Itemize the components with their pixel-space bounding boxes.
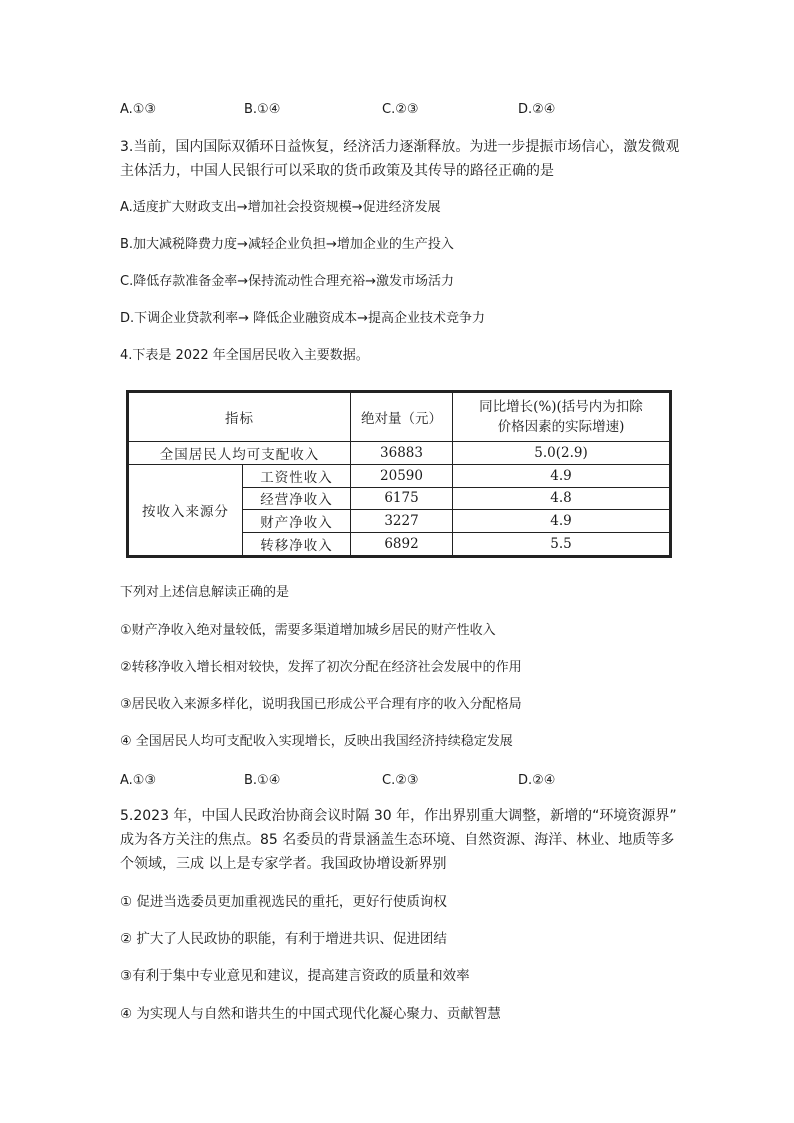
row-value: 20590 [351, 464, 453, 487]
table-row [129, 464, 670, 487]
q5-stem-line3: 个领域，三成 以上是专家学者。我国政协增设新界别 [120, 856, 447, 872]
row-value: 6175 [351, 487, 453, 510]
header-growth-line2: 价格因素的实际增速) [497, 419, 625, 435]
row-label: 转移净收入 [243, 533, 351, 556]
q3-option-d: D.下调企业贷款利率→ 降低企业融资成本→提高企业技术竞争力 [120, 311, 486, 326]
q4-statement-1: ①财产净收入绝对量较低，需要多渠道增加城乡居民的财产性收入 [120, 623, 496, 638]
q3-stem-line1: 3.当前，国内国际双循环日益恢复，经济活力逐渐释放。为进一步提振市场信心，激发微观 [120, 139, 680, 155]
q5-stem-line1: 5.2023 年，中国人民政治协商会议时隔 30 年，作出界别重大调整，新增的“环境资源界” [120, 808, 677, 824]
row-growth: 4.8 [453, 487, 670, 510]
row-growth: 4.9 [453, 510, 670, 533]
row-growth: 5.5 [453, 533, 670, 556]
row-value: 3227 [351, 510, 453, 533]
q2-option-b: B.①④ [244, 102, 281, 117]
q4-statement-4: ④ 全国居民人均可支配收入实现增长，反映出我国经济持续稳定发展 [120, 734, 513, 749]
q2-option-c: C.②③ [382, 102, 419, 117]
q3-option-c: C.降低存款准备金率→保持流动性合理充裕→激发市场活力 [120, 274, 454, 289]
q4-prompt: 下列对上述信息解读正确的是 [120, 585, 290, 600]
table-header-row [129, 393, 670, 442]
row-label: 财产净收入 [243, 510, 351, 533]
row-value: 6892 [351, 533, 453, 556]
q5-statement-3: ③有利于集中专业意见和建议，提高建言资政的质量和效率 [120, 968, 470, 984]
q4-stem: 4.下表是 2022 年全国居民收入主要数据。 [120, 348, 369, 363]
header-indicator: 指标 [129, 393, 351, 442]
q3-option-a: A.适度扩大财政支出→增加社会投资规模→促进经济发展 [120, 200, 441, 215]
header-growth-line1: 同比增长(%)(括号内为扣除 [479, 399, 643, 415]
row-label: 经营净收入 [243, 487, 351, 510]
q4-statement-3: ③居民收入来源多样化，说明我国已形成公平合理有序的收入分配格局 [120, 697, 522, 712]
total-value: 36883 [351, 442, 453, 465]
group-label: 按收入来源分 [129, 464, 243, 555]
q5-statement-1: ① 促进当选委员更加重视选民的重托，更好行使质询权 [120, 894, 447, 910]
total-label: 全国居民人均可支配收入 [129, 442, 351, 465]
header-growth [453, 393, 670, 442]
q4-statement-2: ②转移净收入增长相对较快，发挥了初次分配在经济社会发展中的作用 [120, 660, 522, 675]
q4-option-d: D.②④ [518, 773, 556, 788]
row-growth: 4.9 [453, 464, 670, 487]
q2-option-a: A.①③ [120, 102, 157, 117]
q5-statement-4: ④ 为实现人与自然和谐共生的中国式现代化凝心聚力、贡献智慧 [120, 1006, 501, 1022]
q5-statement-2: ② 扩大了人民政协的职能，有利于增进共识、促进团结 [120, 931, 447, 947]
row-label: 工资性收入 [243, 464, 351, 487]
q5-stem-line2: 成为各方关注的焦点。85 名委员的背景涵盖生态环境、自然资源、海洋、林业、地质等多 [120, 832, 675, 848]
q3-option-b: B.加大减税降费力度→减轻企业负担→增加企业的生产投入 [120, 237, 454, 252]
q4-option-a: A.①③ [120, 773, 157, 788]
q4-option-b: B.①④ [244, 773, 281, 788]
table-row [129, 442, 670, 465]
q3-stem-line2: 主体活力，中国人民银行可以采取的货币政策及其传导的路径正确的是 [120, 163, 554, 179]
header-absolute: 绝对量（元） [351, 393, 453, 442]
q4-option-c: C.②③ [382, 773, 419, 788]
q2-option-d: D.②④ [518, 102, 556, 117]
total-growth: 5.0(2.9) [453, 442, 670, 465]
income-table [126, 390, 672, 558]
